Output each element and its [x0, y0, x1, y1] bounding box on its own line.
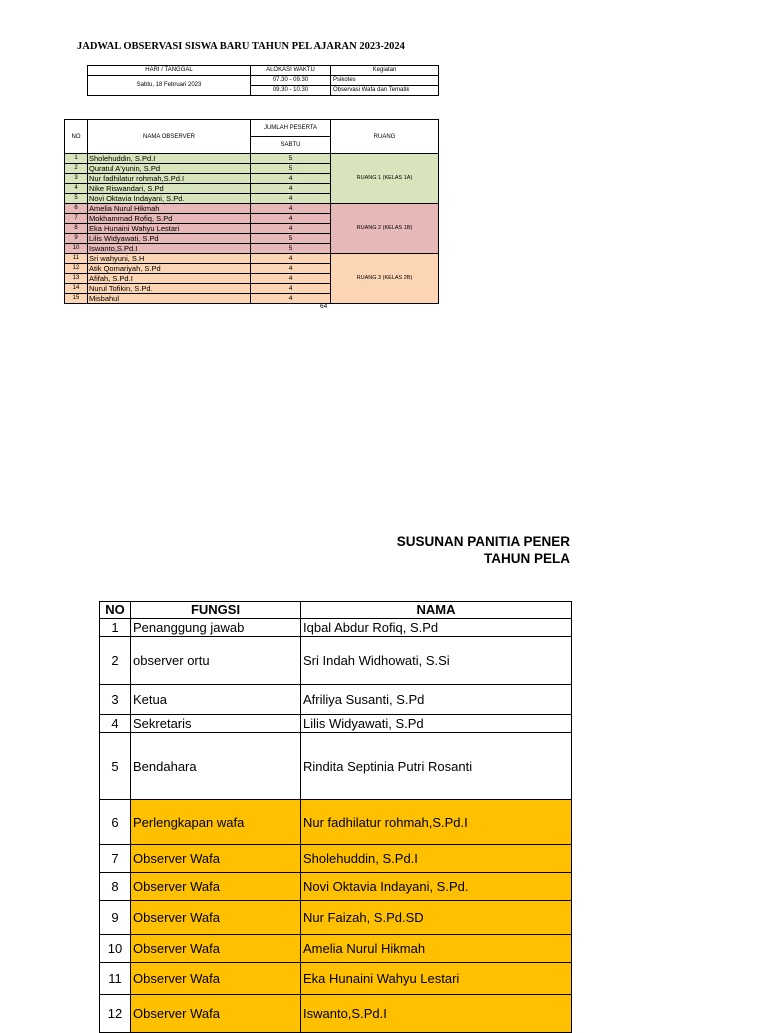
- committee-fungsi: Perlengkapan wafa: [131, 800, 301, 845]
- schedule-header-day: HARI / TANGGAL: [88, 66, 251, 76]
- observer-name: Nike Riswandari, S.Pd: [88, 184, 251, 194]
- observer-count: 4: [251, 174, 331, 184]
- observer-name: Afifah, S.Pd.I: [88, 274, 251, 284]
- schedule-header-activity: Kegiatan: [331, 66, 439, 76]
- observer-count: 5: [251, 154, 331, 164]
- committee-no: 8: [100, 873, 131, 901]
- observer-no: 3: [65, 174, 88, 184]
- committee-fungsi: Bendahara: [131, 733, 301, 800]
- committee-title-line2: TAHUN PELA: [484, 551, 570, 566]
- committee-header-row: [100, 602, 572, 619]
- observer-count: 4: [251, 194, 331, 204]
- observer-table: [64, 119, 439, 304]
- committee-title-line1: SUSUNAN PANITIA PENER: [396, 534, 570, 549]
- committee-no: 12: [100, 995, 131, 1033]
- observer-no: 8: [65, 224, 88, 234]
- committee-row: [100, 873, 572, 901]
- observer-name: Novi Oktavia Indayani, S.Pd.: [88, 194, 251, 204]
- observer-row: [65, 154, 439, 164]
- committee-row: [100, 619, 572, 637]
- observer-count: 5: [251, 164, 331, 174]
- observer-header-no: NO: [65, 120, 88, 154]
- observer-name: Atik Qomariyah, S.Pd: [88, 264, 251, 274]
- committee-header-fungsi: FUNGSI: [131, 602, 301, 619]
- observer-count: 4: [251, 204, 331, 214]
- committee-body: [100, 619, 572, 1033]
- observer-no: 14: [65, 284, 88, 294]
- observer-count: 4: [251, 214, 331, 224]
- observer-count: 4: [251, 294, 331, 304]
- committee-nama: Eka Hunaini Wahyu Lestari: [301, 963, 572, 995]
- observer-name: Iswanto,S.Pd.I: [88, 244, 251, 254]
- observer-name: Quratul A'yunin, S.Pd: [88, 164, 251, 174]
- schedule-activity: Observasi Wafa dan Tematik: [331, 86, 439, 96]
- committee-nama: Sholehuddin, S.Pd.I: [301, 845, 572, 873]
- committee-no: 10: [100, 935, 131, 963]
- committee-no: 2: [100, 637, 131, 685]
- committee-fungsi: Observer Wafa: [131, 935, 301, 963]
- committee-nama: Sri Indah Widhowati, S.Si: [301, 637, 572, 685]
- committee-no: 9: [100, 901, 131, 935]
- committee-title: [340, 533, 570, 567]
- committee-nama: Nur Faizah, S.Pd.SD: [301, 901, 572, 935]
- observer-name: Eka Hunaini Wahyu Lestari: [88, 224, 251, 234]
- committee-fungsi: Sekretaris: [131, 715, 301, 733]
- committee-row: [100, 901, 572, 935]
- observer-count: 5: [251, 244, 331, 254]
- committee-nama: Afriliya Susanti, S.Pd: [301, 685, 572, 715]
- committee-row: [100, 715, 572, 733]
- committee-nama: Iswanto,S.Pd.I: [301, 995, 572, 1033]
- committee-row: [100, 733, 572, 800]
- observer-no: 12: [65, 264, 88, 274]
- committee-no: 4: [100, 715, 131, 733]
- committee-row: [100, 935, 572, 963]
- schedule-day: Sabtu, 18 Februari 2023: [88, 76, 251, 96]
- observer-name: Amelia Nurul Hikmah: [88, 204, 251, 214]
- committee-nama: Amelia Nurul Hikmah: [301, 935, 572, 963]
- document-title: JADWAL OBSERVASI SISWA BARU TAHUN PEL AJARAN 2023-2024: [77, 41, 405, 52]
- committee-fungsi: Ketua: [131, 685, 301, 715]
- committee-no: 3: [100, 685, 131, 715]
- observer-name: Sri wahyuni, S.H: [88, 254, 251, 264]
- observer-room: RUANG 2 (KELAS 1B): [331, 204, 439, 254]
- observer-count: 4: [251, 264, 331, 274]
- observer-room: RUANG 1 (KELAS 1A): [331, 154, 439, 204]
- schedule-header-time: ALOKASI WAKTU: [251, 66, 331, 76]
- committee-no: 6: [100, 800, 131, 845]
- observer-no: 9: [65, 234, 88, 244]
- committee-row: [100, 845, 572, 873]
- observer-no: 2: [65, 164, 88, 174]
- committee-table: [99, 601, 572, 1033]
- observer-count: 5: [251, 234, 331, 244]
- observer-row: [65, 204, 439, 214]
- committee-nama: Novi Oktavia Indayani, S.Pd.: [301, 873, 572, 901]
- committee-nama: Iqbal Abdur Rofiq, S.Pd: [301, 619, 572, 637]
- committee-nama: Rindita Septinia Putri Rosanti: [301, 733, 572, 800]
- observer-header-count: JUMLAH PESERTA: [251, 120, 331, 137]
- observer-no: 13: [65, 274, 88, 284]
- committee-header-no: NO: [100, 602, 131, 619]
- committee-row: [100, 685, 572, 715]
- committee-header-nama: NAMA: [301, 602, 572, 619]
- committee-nama: Nur fadhilatur rohmah,S.Pd.I: [301, 800, 572, 845]
- committee-fungsi: Observer Wafa: [131, 963, 301, 995]
- observer-header-room: RUANG: [331, 120, 439, 154]
- committee-row: [100, 800, 572, 845]
- observer-no: 4: [65, 184, 88, 194]
- observer-no: 10: [65, 244, 88, 254]
- committee-fungsi: Observer Wafa: [131, 901, 301, 935]
- observer-name: Nur fadhilatur rohmah,S.Pd.I: [88, 174, 251, 184]
- observer-no: 1: [65, 154, 88, 164]
- observer-count: 4: [251, 184, 331, 194]
- observer-header-day: SABTU: [251, 137, 331, 154]
- committee-row: [100, 637, 572, 685]
- committee-no: 7: [100, 845, 131, 873]
- schedule-time: 07.30 - 09.30: [251, 76, 331, 86]
- committee-fungsi: Observer Wafa: [131, 845, 301, 873]
- committee-no: 11: [100, 963, 131, 995]
- observer-no: 6: [65, 204, 88, 214]
- committee-no: 1: [100, 619, 131, 637]
- committee-fungsi: Observer Wafa: [131, 873, 301, 901]
- observer-name: Sholehuddin, S.Pd.I: [88, 154, 251, 164]
- observer-room: RUANG 3 (KELAS 2B): [331, 254, 439, 304]
- participant-total: 64: [320, 303, 328, 310]
- observer-name: Nurul Tofikin, S.Pd.: [88, 284, 251, 294]
- observer-name: Misbahul: [88, 294, 251, 304]
- observer-count: 4: [251, 284, 331, 294]
- committee-fungsi: Penanggung jawab: [131, 619, 301, 637]
- committee-row: [100, 963, 572, 995]
- observer-name: Mokhammad Rofiq, S.Pd: [88, 214, 251, 224]
- observer-header-row: [65, 120, 439, 137]
- observer-no: 15: [65, 294, 88, 304]
- observer-count: 4: [251, 224, 331, 234]
- observer-header-name: NAMA OBSERVER: [88, 120, 251, 154]
- observer-name: Lilis Widyawati, S.Pd: [88, 234, 251, 244]
- schedule-header-row: [88, 66, 439, 76]
- schedule-time: 09.30 - 10.30: [251, 86, 331, 96]
- observer-count: 4: [251, 254, 331, 264]
- committee-nama: Lilis Widyawati, S.Pd: [301, 715, 572, 733]
- committee-no: 5: [100, 733, 131, 800]
- committee-row: [100, 995, 572, 1033]
- observer-no: 5: [65, 194, 88, 204]
- observer-body: [65, 154, 439, 304]
- committee-fungsi: observer ortu: [131, 637, 301, 685]
- schedule-activity: Psikotes: [331, 76, 439, 86]
- observer-row: [65, 254, 439, 264]
- observer-no: 7: [65, 214, 88, 224]
- observer-count: 4: [251, 274, 331, 284]
- schedule-row: [88, 76, 439, 86]
- committee-fungsi: Observer Wafa: [131, 995, 301, 1033]
- observer-no: 11: [65, 254, 88, 264]
- schedule-table: [87, 65, 439, 96]
